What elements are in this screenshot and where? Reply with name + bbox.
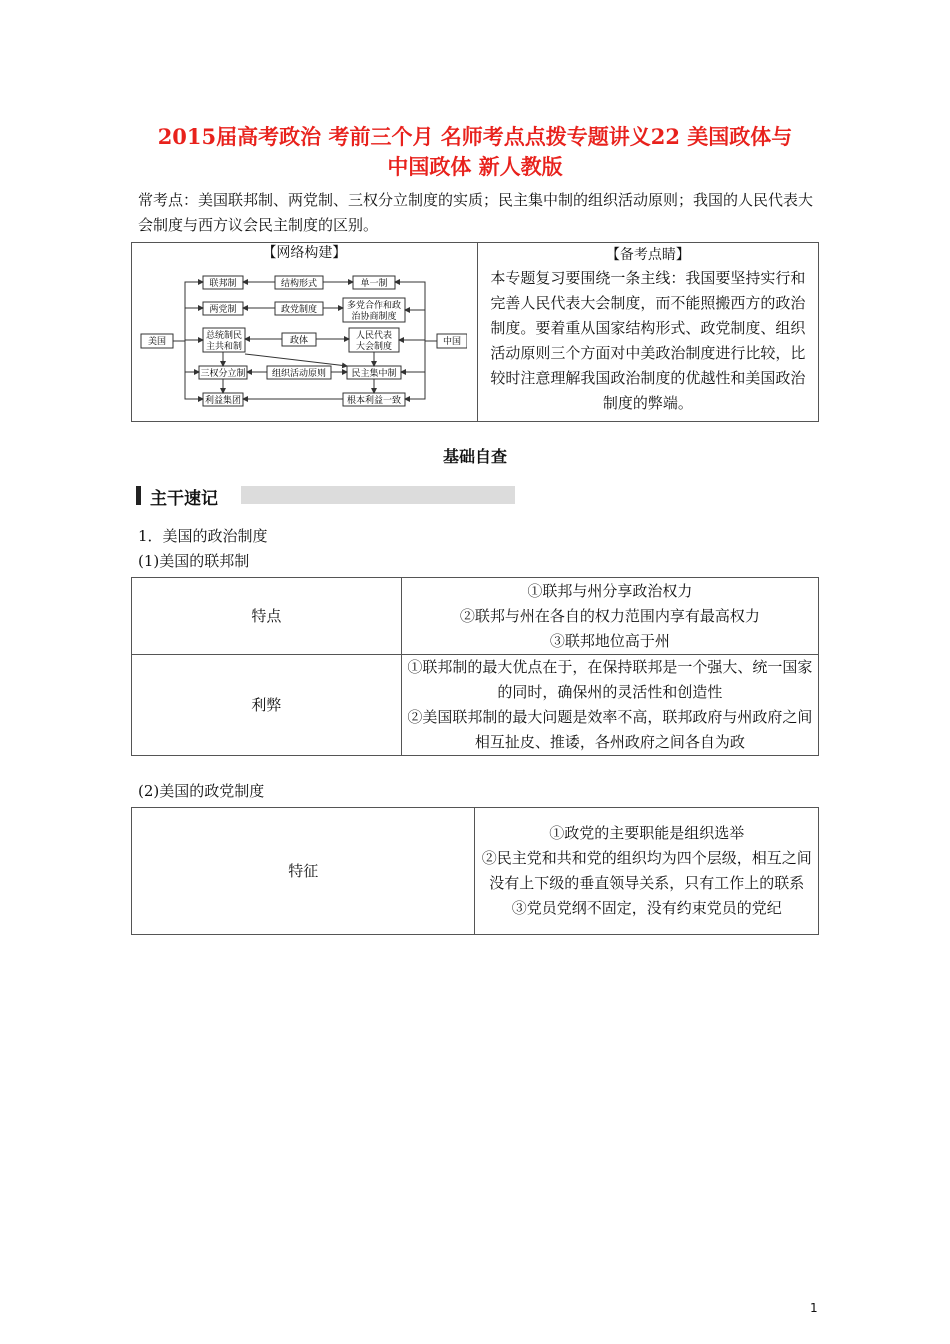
node-principle: 组织活动原则 bbox=[271, 369, 327, 379]
char-line-2: ②民主党和共和党的组织均为四个层级，相互之间没有上下级的垂直领导关系，只有工作上的联系 bbox=[481, 849, 812, 892]
node-npc-l2: 大会制度 bbox=[355, 342, 393, 352]
node-separation: 三权分立制 bbox=[200, 369, 246, 379]
page-number: 1 bbox=[810, 1301, 818, 1315]
node-party-system: 政党制度 bbox=[280, 305, 318, 315]
network-header: 【网络构建】 bbox=[262, 245, 347, 261]
feature-line-3: ③联邦地位高于州 bbox=[549, 631, 670, 650]
section-bar-marker bbox=[136, 486, 141, 505]
title-line-1: 2015届高考政治 考前三个月 名师考点点拨专题讲义22 美国政体与 bbox=[157, 124, 793, 149]
pros-cons-label: 利弊 bbox=[132, 655, 402, 756]
network-diagram bbox=[137, 262, 467, 420]
item-1: 1．美国的政治制度 bbox=[138, 527, 268, 545]
federalism-table bbox=[131, 577, 819, 756]
bar-decoration bbox=[241, 486, 515, 504]
intro-text: 常考点：美国联邦制、两党制、三权分立制度的实质；民主集中制的组织活动原则；我国的人民代表大会制度与西方议会民主制度的区别。 bbox=[138, 191, 814, 234]
node-usa: 美国 bbox=[147, 337, 167, 347]
char-line-1: ①政党的主要职能是组织选举 bbox=[549, 824, 745, 842]
node-structure: 结构形式 bbox=[280, 279, 318, 289]
party-system-table bbox=[131, 807, 819, 935]
cons-line: ②美国联邦制的最大问题是效率不高，联邦政府与州政府之间相互扯皮、推诿，各州政府之间各自为政 bbox=[407, 708, 813, 751]
network-table bbox=[131, 242, 819, 422]
item-1-2: (2)美国的政党制度 bbox=[138, 782, 265, 800]
section-heading: 基础自查 bbox=[442, 447, 507, 466]
characteristics-label: 特征 bbox=[132, 808, 475, 935]
feature-line-2: ②联邦与州在各自的权力范围内享有最高权力 bbox=[459, 606, 760, 625]
feature-line-1: ①联邦与州分享政治权力 bbox=[527, 581, 693, 600]
network-diagram-cell bbox=[132, 243, 478, 422]
exam-tip-header: 【备考点睛】 bbox=[605, 247, 690, 263]
node-two-party: 两党制 bbox=[209, 305, 237, 315]
bar-title: 主干速记 bbox=[150, 489, 218, 509]
node-npc-l1: 人民代表 bbox=[355, 331, 393, 341]
node-democratic-centralism: 民主集中制 bbox=[351, 369, 397, 379]
node-cpc-l2: 治协商制度 bbox=[351, 312, 397, 322]
exam-tip-text: 本专题复习要围绕一条主线：我国要坚持实行和完善人民代表大会制度，而不能照搬西方的政治制度。要着重从国家结构形式、政党制度、组织活动原则三个方面对中美政治制度进行比较，比较时注意理解我国政治制度的优越性和美国政治制度的弊端。 bbox=[490, 269, 806, 412]
node-polity: 政体 bbox=[289, 336, 309, 346]
title-line-2: 中国政体 新人教版 bbox=[387, 154, 563, 179]
item-1-1: (1)美国的联邦制 bbox=[138, 552, 250, 570]
char-line-3: ③党员党纲不固定，没有约束党员的党纪 bbox=[511, 899, 782, 917]
node-china: 中国 bbox=[442, 337, 462, 347]
node-cpc-l1: 多党合作和政 bbox=[346, 301, 402, 311]
features-content bbox=[401, 578, 818, 655]
exam-tip-cell bbox=[477, 243, 818, 422]
node-interest-groups: 利益集团 bbox=[204, 396, 242, 406]
pros-line: ①联邦制的最大优点在于，在保持联邦是一个强大、统一国家的同时，确保州的灵活性和创造性 bbox=[407, 658, 813, 701]
features-label: 特点 bbox=[132, 578, 402, 655]
pros-cons-content bbox=[401, 655, 818, 756]
node-presidential-l2: 主共和制 bbox=[205, 342, 243, 352]
characteristics-content bbox=[475, 808, 819, 935]
document-title bbox=[120, 122, 830, 182]
node-unitary: 单一制 bbox=[360, 279, 388, 289]
node-presidential-l1: 总统制民 bbox=[205, 331, 243, 341]
node-federalism: 联邦制 bbox=[209, 279, 237, 289]
node-common-interest: 根本利益一致 bbox=[346, 396, 402, 406]
